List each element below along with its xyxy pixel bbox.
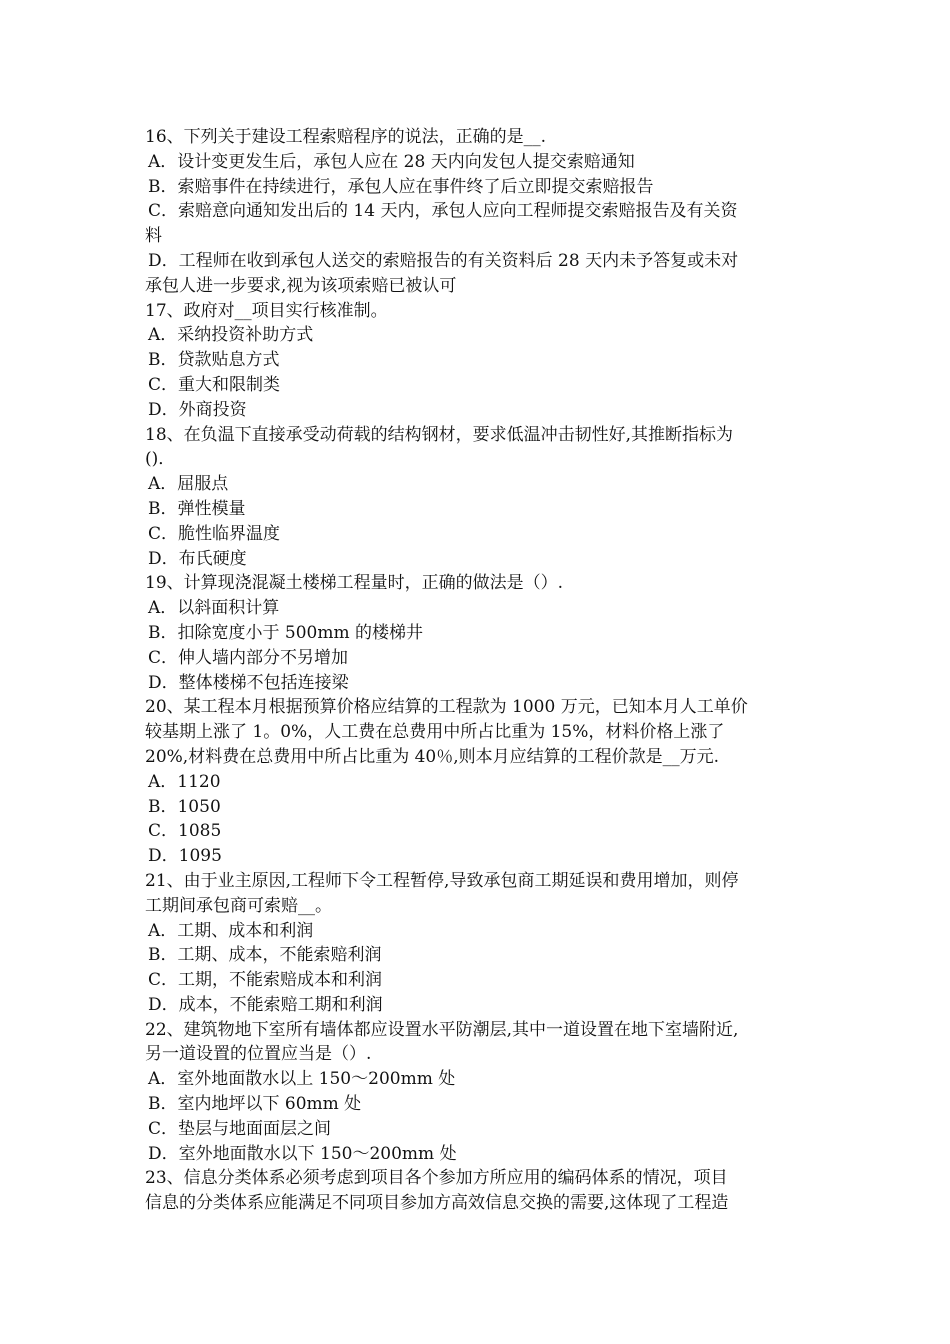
answer-option-line: B．索赔事件在持续进行，承包人应在事件终了后立即提交索赔报告 <box>148 176 654 197</box>
question-text-line: 20%,材料费在总费用中所占比重为 40％,则本月应结算的工程价款是__万元. <box>145 746 720 767</box>
document-page <box>145 125 825 1216</box>
answer-option-line: C．垫层与地面面层之间 <box>148 1118 332 1139</box>
question-text-line: 21、由于业主原因,工程师下令工程暂停,导致承包商工期延误和费用增加，则停 <box>145 870 739 891</box>
answer-option-line: C．脆性临界温度 <box>148 523 281 544</box>
question-text-line: 较基期上涨了 1。0%，人工费在总费用中所占比重为 15%，材料价格上涨了 <box>145 722 725 743</box>
answer-option-line: D．布氏硬度 <box>148 548 247 569</box>
answer-option-line: A．以斜面积计算 <box>148 598 280 619</box>
answer-option-line: B．弹性模量 <box>148 498 246 519</box>
answer-option-line: A．室外地面散水以上 150～200mm 处 <box>148 1069 456 1090</box>
answer-option-line: B．工期、成本，不能索赔利润 <box>148 945 382 966</box>
question-text-line: 23、信息分类体系必须考虑到项目各个参加方所应用的编码体系的情况，项目 <box>145 1168 728 1189</box>
question-text-line: 18、在负温下直接承受动荷载的结构钢材，要求低温冲击韧性好,其推断指标为 <box>145 424 734 445</box>
question-text-line: 承包人进一步要求,视为该项索赔已被认可 <box>145 275 457 296</box>
answer-option-line: A．采纳投资补助方式 <box>148 325 314 346</box>
answer-option-line: D．室外地面散水以下 150～200mm 处 <box>148 1143 457 1164</box>
answer-option-line: D．工程师在收到承包人送交的索赔报告的有关资料后 28 天内未予答复或未对 <box>148 250 739 271</box>
answer-option-line: C．伸人墙内部分不另增加 <box>148 647 349 668</box>
answer-option-line: A．设计变更发生后，承包人应在 28 天内向发包人提交索赔通知 <box>148 151 635 172</box>
answer-option-line: C．1085 <box>148 821 222 842</box>
answer-option-line: C．重大和限制类 <box>148 374 281 395</box>
question-text-line: 信息的分类体系应能满足不同项目参加方高效信息交换的需要,这体现了工程造 <box>145 1193 729 1214</box>
question-text-line: 16、下列关于建设工程索赔程序的说法，正确的是__. <box>145 127 547 147</box>
answer-option-line: B．扣除宽度小于 500mm 的楼梯井 <box>148 622 423 643</box>
answer-option-line: C．索赔意向通知发出后的 14 天内，承包人应向工程师提交索赔报告及有关资 <box>148 201 738 222</box>
question-text-line: 22、建筑物地下室所有墙体都应设置水平防潮层,其中一道设置在地下室墙附近, <box>145 1019 739 1040</box>
answer-option-line: B．1050 <box>148 796 221 817</box>
answer-option-line: A．1120 <box>148 771 221 792</box>
answer-option-line: D．成本，不能索赔工期和利润 <box>148 994 383 1015</box>
question-text-line: 工期间承包商可索赔__。 <box>145 895 332 916</box>
answer-option-line: A．工期、成本和利润 <box>148 920 314 941</box>
question-text-line: 20、某工程本月根据预算价格应结算的工程款为 1000 万元，已知本月人工单价 <box>145 697 748 718</box>
answer-option-line: B．贷款贴息方式 <box>148 350 280 371</box>
answer-option-line: B．室内地坪以下 60mm 处 <box>148 1094 362 1115</box>
answer-option-line: C．工期，不能索赔成本和利润 <box>148 970 383 991</box>
question-text-line: 料 <box>145 226 162 247</box>
answer-option-line: D．1095 <box>148 846 222 867</box>
answer-option-line: A．屈服点 <box>148 474 229 495</box>
question-text-line: 19、计算现浇混凝土楼梯工程量时，正确的做法是（）. <box>145 573 564 594</box>
question-text-line: 17、政府对__项目实行核准制。 <box>145 300 388 321</box>
answer-option-line: D．外商投资 <box>148 399 247 420</box>
question-text-line: 另一道设置的位置应当是（）. <box>145 1044 372 1065</box>
answer-option-line: D．整体楼梯不包括连接梁 <box>148 672 349 693</box>
question-text-line: ()． <box>145 449 176 470</box>
